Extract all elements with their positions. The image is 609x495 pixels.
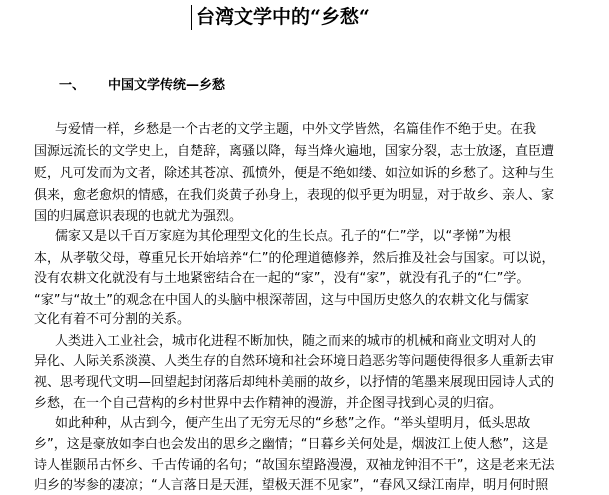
body-line: “家”与“故土”的观念在中国人的头脑中根深蒂固，这与中国历史悠久的农耕文化与儒家 bbox=[34, 293, 529, 308]
body-line: 诗人崔颢吊古怀乡、千古传诵的名句；“故国东望路漫漫，双袖龙钟泪不干”，这是老来无法 bbox=[34, 458, 555, 473]
text-cursor bbox=[191, 5, 192, 30]
body-line: 人类进入工业社会，城市化进程不断加快，随之而来的城市的机械和商业文明对人的 bbox=[55, 334, 537, 349]
body-line: 视、思考现代文明—回望起封闭落后却纯朴美丽的故乡，以抒情的笔墨来展现田园诗人式的 bbox=[34, 375, 555, 390]
document-title: 台湾文学中的“乡愁“ bbox=[196, 6, 370, 28]
body-line: 俱来，愈老愈炽的情感，在我们炎黄子孙身上，表现的似乎更为明显，对于故乡、亲人、家 bbox=[34, 188, 555, 203]
body-line: 儒家又是以千百万家庭为其伦理型文化的生长点。孔子的“仁”学，以“孝悌”为根 bbox=[55, 229, 511, 244]
body-line: 与爱情一样，乡愁是一个古老的文学主题，中外文学皆然，名篇佳作不绝于史。在我 bbox=[55, 122, 537, 137]
body-line: 乡愁，在一个自己营构的乡村世界中去作精神的漫游，并企图寻找到心灵的归宿。 bbox=[34, 396, 503, 411]
section-number: 一、 bbox=[59, 78, 86, 93]
body-line: 乡”，这是豪放如李白也会发出的思乡之幽情；“日暮乡关何处是，烟波江上使人愁”，这是 bbox=[34, 437, 549, 452]
section-heading-text: 中国文学传统—乡愁 bbox=[108, 78, 226, 93]
body-line: 归乡的岑参的凄凉；“人言落日是天涯，望极天涯不见家”，“春风又绿江南岸，明月何时照 bbox=[34, 478, 549, 493]
body-line: 国源远流长的文学史上，自楚辞，离骚以降，每当烽火遍地，国家分裂，志士放逐，直臣遭 bbox=[34, 144, 555, 159]
body-line: 本，从孝敬父母，尊重兄长开始培养“仁”的伦理道德修养，然后推及社会与国家。可以说， bbox=[34, 251, 555, 266]
body-line: 异化、人际关系淡漠、人类生存的自然环境和社会环境日趋恶劣等问题使得很多人重新去审 bbox=[34, 354, 555, 369]
body-line: 如此种种，从古到今，便产生出了无穷无尽的“乡愁”之作。“举头望明月，低头思故 bbox=[55, 416, 531, 431]
section-heading bbox=[59, 76, 225, 96]
body-line: 贬，凡可发而为文者，除述其苍凉、孤愤外，便是不绝如缕、如泣如诉的乡愁了。这种与生 bbox=[34, 166, 555, 181]
body-line: 国的归属意识表现的也就尤为强烈。 bbox=[34, 209, 243, 224]
body-line: 文化有着不可分割的关系。 bbox=[34, 312, 191, 327]
body-line: 没有农耕文化就没有与土地紧密结合在一起的“家”，没有“家”，就没有孔子的“仁”学。 bbox=[34, 271, 530, 286]
